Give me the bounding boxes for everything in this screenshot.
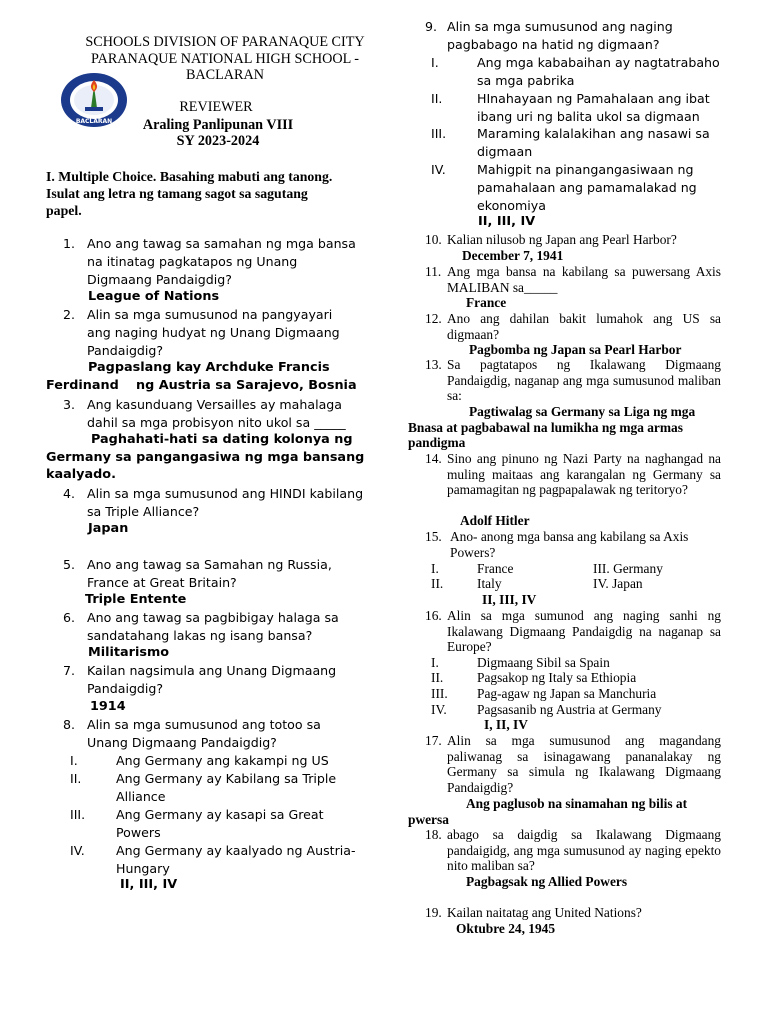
option-text: Ang Germany ang kakampi ng US [116,753,329,768]
answer-text: II, III, IV [482,592,537,607]
answer-text: Bnasa at pagbabawal na lumikha ng mga armas [408,420,683,435]
question-text: Ano- anong mga bansa ang kabilang sa Axis Powers? [450,529,689,560]
option-text: Ang Germany ay Kabilang sa Triple Alliance [116,771,337,804]
question-text: Ano ang tawag sa Samahan ng Russia, France at Great Britain? [87,557,332,590]
question-text: Alin sa mga sumunod ang naging sanhi ng Ikalawang Digmaang Pandaigdig na naganap sa Europe? [447,608,721,655]
answer-text: Ang paglusob na sinamahan ng bilis at [466,796,688,811]
question-number: 15. [425,529,442,544]
question-number: 5. [63,557,76,572]
option-text: Digmaang Sibil sa Spain [477,655,610,670]
answer-text: 1914 [90,699,126,714]
option-text: HInahayaan ng Pamahalaan ang ibat ibang uri ng balita ukol sa digmaan [477,91,710,124]
question-text: Alin sa mga sumusunod ang HINDI kabilang sa Triple Alliance? [87,486,364,519]
option-roman: I. [70,753,78,768]
question-number: 1. [63,236,76,251]
answer-text: Pagbagsak ng Allied Powers [466,874,628,889]
question-text: Ano ang tawag sa samahan ng mga bansa na itinatag pagkatapos ng Unang Digmaang Pandaigdig? [87,236,356,287]
school-division-line: SCHOOLS DIVISION OF PARANAQUE CITY [85,34,365,50]
question-number: 16. [425,608,442,623]
question-text: Sino ang pinuno ng Nazi Party na naghangad na muling maitaas ang karangalan ng Germany sa pamamagitan ng pagpapalawak ng teritoryo? [447,451,721,498]
question-text: Ang mga bansa na kabilang sa puwersang Axis MALIBAN sa_____ [447,264,721,295]
option-roman: II. [431,576,444,591]
option-text: Ang Germany ay kaalyado ng Austria-Hungary [116,843,356,876]
school-name-line: PARANAQUE NATIONAL HIGH SCHOOL - [91,51,359,67]
question-text: Alin sa mga sumusunod na pangyayari ang naging hudyat ng Unang Digmaang Pandaigdig? [87,307,340,358]
instructions: I. Multiple Choice. Basahing mabuti ang tanong. Isulat ang letra ng tamang sagot sa sagutang papel. [46,169,333,218]
subject-title: Araling Panlipunan VIII [142,117,294,133]
option-roman: III. [431,686,448,701]
question-text: Kailan naitatag ang United Nations? [447,905,642,920]
question-text: Alin sa mga sumusunod ang magandang paliwanag sa isinagawang pananalakay ng Germany sa simula ng Ikalawang Digmaang Pandaigdig? [447,733,721,795]
question-text: Ang kasunduang Versailles ay mahalaga dahil sa mga probisyon nito ukol sa _____ [87,397,346,430]
option-text: IV. Japan [593,576,643,591]
answer-text: Ferdinand [46,378,119,393]
question-number: 14. [425,451,442,466]
question-number: 13. [425,357,442,372]
answer-text: Paghahati-hati sa dating kolonya ng [91,432,353,447]
option-roman: II. [431,670,444,685]
option-roman: IV. [431,702,447,717]
option-roman: II. [431,91,443,106]
question-number: 18. [425,827,442,842]
question-text: Alin sa mga sumusunod ang naging pagbabago na hatid ng digmaan? [447,19,673,52]
option-text: Italy [477,576,502,591]
question-number: 4. [63,486,76,501]
option-text: III. Germany [593,561,663,576]
option-text: Pagsakop ng Italy sa Ethiopia [477,670,637,685]
answer-text: pandigma [408,435,466,450]
option-roman: I. [431,55,439,70]
question-number: 19. [425,905,442,920]
option-roman: I. [431,655,439,670]
answer-text: League of Nations [88,289,220,304]
question-text: abago sa daigdig sa Ikalawang Digmaang pandaigidg, ang mga sumusunod ay naging epekto nito maliban sa? [447,827,721,874]
answer-text: Germany sa pangangasiwa ng mga bansang [46,450,365,465]
option-roman: III. [431,126,447,141]
question-number: 9. [425,19,438,34]
question-text: Sa pagtatapos ng Ikalawang Digmaang Pandaigdig, naganap ang mga sumusunod maliban sa: [447,357,721,404]
answer-text: Militarismo [88,645,170,660]
reviewer-title: REVIEWER [179,99,253,115]
question-number: 3. [63,397,76,412]
option-roman: IV. [431,162,446,177]
answer-text: II, III, IV [478,214,536,229]
question-number: 7. [63,663,76,678]
question-number: 17. [425,733,442,748]
school-branch-line: BACLARAN [185,67,265,83]
question-text: Kailan nagsimula ang Unang Digmaang Pandaigdig? [87,663,337,696]
question-number: 8. [63,717,76,732]
svg-text:BACLARAN: BACLARAN [75,118,113,125]
option-roman: II. [70,771,82,786]
answer-text: II, III, IV [120,877,178,892]
answer-text: Oktubre 24, 1945 [456,921,556,936]
answer-text: I, II, IV [484,717,528,732]
answer-text: December 7, 1941 [462,248,564,263]
school-year: SY 2023-2024 [176,133,260,149]
option-text: Ang mga kababaihan ay nagtatrabaho sa mga pabrika [477,55,720,88]
question-text: Kalian nilusob ng Japan ang Pearl Harbor? [447,232,677,247]
option-text: Pag-agaw ng Japan sa Manchuria [477,686,657,701]
question-number: 2. [63,307,76,322]
question-number: 12. [425,311,442,326]
question-number: 11. [425,264,442,279]
answer-text: France [466,295,507,310]
answer-text: pwersa [408,812,449,827]
option-roman: III. [70,807,86,822]
option-text: Maraming kalalakihan ang nasawi sa digmaan [477,126,710,159]
answer-text: Triple Entente [85,592,187,607]
option-text: France [477,561,514,576]
answer-text: Pagbomba ng Japan sa Pearl Harbor [469,342,682,357]
option-roman: I. [431,561,439,576]
question-text: Ano ang dahilan bakit lumahok ang US sa digmaan? [447,311,721,342]
answer-text: ng Austria sa Sarajevo, Bosnia [136,378,357,393]
answer-text: Adolf Hitler [460,513,530,528]
answer-text: Pagpaslang kay Archduke Francis [88,360,330,375]
option-roman: IV. [70,843,85,858]
question-text: Ano ang tawag sa pagbibigay halaga sa sandatahang lakas ng isang bansa? [87,610,339,643]
option-text: Pagsasanib ng Austria at Germany [477,702,662,717]
question-number: 10. [425,232,442,247]
answer-text: kaalyado. [46,467,116,482]
option-text: Ang Germany ay kasapi sa Great Powers [116,807,324,840]
answer-text: Japan [88,521,129,536]
option-text: Mahigpit na pinangangasiwaan ng pamahalaan ang pamamalakad ng ekonomiya [477,162,697,213]
question-text: Alin sa mga sumusunod ang totoo sa Unang Digmaang Pandaigdig? [87,717,321,750]
answer-text: Pagtiwalag sa Germany sa Liga ng mga [469,404,696,419]
question-number: 6. [63,610,76,625]
